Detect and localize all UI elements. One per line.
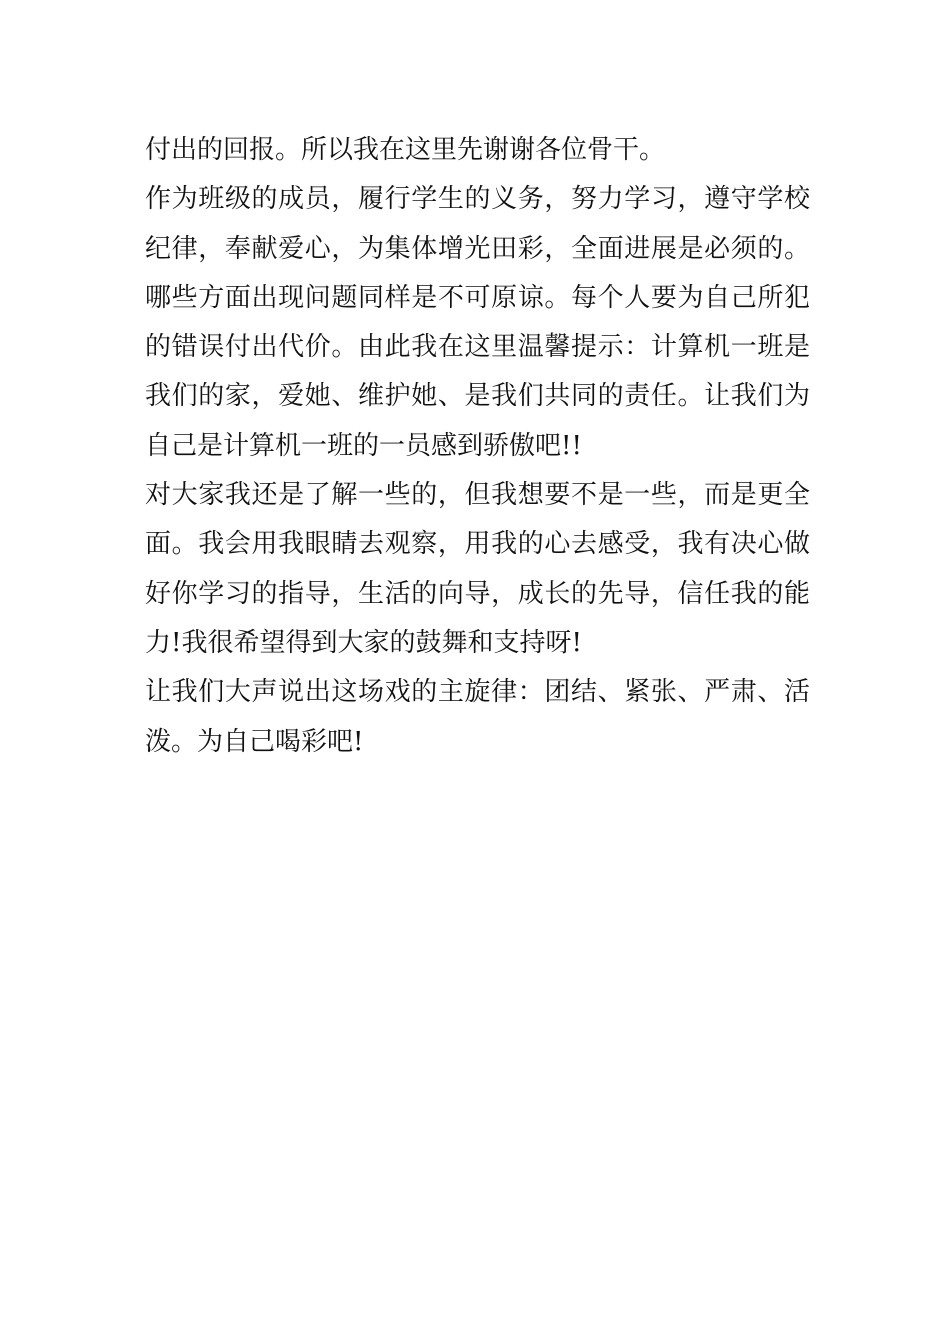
text-line: 力!我很希望得到大家的鼓舞和支持呀! xyxy=(145,627,582,658)
text-line: 作为班级的成员，履行学生的义务，努力学习，遵守学校 xyxy=(145,184,810,215)
text-line: 哪些方面出现问题同样是不可原谅。每个人要为自己所犯 xyxy=(145,282,810,313)
text-line: 对大家我还是了解一些的，但我想要不是一些，而是更全 xyxy=(145,480,810,511)
text-line: 的错误付出代价。由此我在这里温馨提示：计算机一班是 xyxy=(145,332,810,363)
text-line: 好你学习的指导，生活的向导，成长的先导，信任我的能 xyxy=(145,578,810,609)
text-line: 让我们大声说出这场戏的主旋律：团结、紧张、严肃、活 xyxy=(145,677,810,708)
text-line: 泼。为自己喝彩吧! xyxy=(145,726,364,757)
text-line: 纪律，奉献爱心，为集体增光田彩，全面进展是必须的。 xyxy=(145,233,810,264)
text-line: 我们的家，爱她、维护她、是我们共同的责任。让我们为 xyxy=(145,381,810,412)
text-line: 自己是计算机一班的一员感到骄傲吧!! xyxy=(145,430,582,461)
document-body xyxy=(145,126,810,767)
text-line: 付出的回报。所以我在这里先谢谢各位骨干。 xyxy=(145,135,666,165)
text-line: 面。我会用我眼睛去观察，用我的心去感受，我有决心做 xyxy=(145,529,810,560)
